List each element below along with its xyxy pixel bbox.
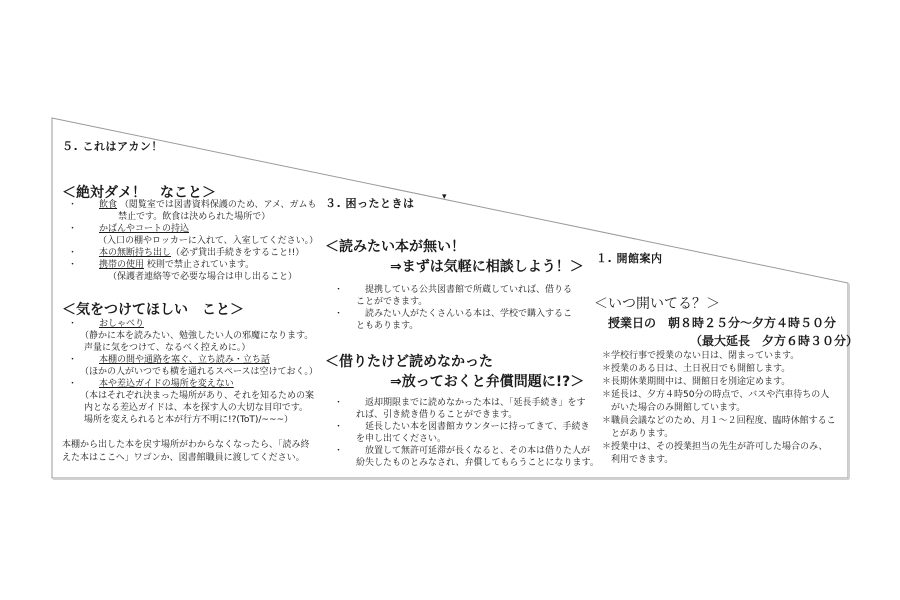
- ng-item-food-desc: （閲覧室では図書資料保護のため、アメ、ガムも: [119, 200, 317, 210]
- q1-item-public-library-cont: ことができます。: [356, 297, 428, 307]
- care-item-talk-desc: （静かに本を読みたい、勉強したい人の邪魔になります。: [80, 331, 314, 341]
- hours-main: 授業日の 朝８時２５分～夕方４時５０分: [608, 316, 837, 330]
- care-item-aisle-desc: （ほかの人がいつでも横を通れるスペースは空けておく。）: [80, 367, 318, 377]
- care-item-guide-desc3: 場所を変えられると本が行方不明に!?(ToT)/~~~）: [84, 415, 294, 425]
- note-4: ＊延長は、夕方４時50分の時点で、バスや汽車待ちの人: [602, 390, 830, 400]
- note-8: ＊授業中は、その授業担当の先生が許可した場合のみ、: [602, 442, 828, 452]
- ng-item-bag: ・ かばんやコートの持込: [68, 224, 190, 234]
- q2-heading-line1: ＜借りたけど読めなかった: [325, 354, 493, 370]
- note-3: ＊長期休業期間中は、開館日を別途定めます。: [602, 377, 791, 387]
- ng-item-phone-desc: 校則で禁止されています。: [146, 260, 255, 270]
- ng-item-takeout: ・ 本の無断持ち出し（必ず貸出手続きをすること!!）: [68, 248, 305, 258]
- q1-item-public-library: ・ 提携している公共図書館で所蔵していれば、借りる: [334, 285, 573, 295]
- q2-item-extend: ・ 返却期限までに読めなかった本は、「延長手続き」をす: [334, 398, 586, 408]
- note-2: ＊授業のある日は、土日祝日でも開館します。: [602, 364, 791, 374]
- care-item-guide-desc: （本はそれぞれ決まった場所があり、それを知るための案: [80, 391, 315, 401]
- ng-item-takeout-desc: （必ず貸出手続きをすること!!）: [171, 248, 305, 258]
- care-item-guide-head: 本や差込ガイドの場所を変えない: [99, 379, 234, 389]
- ng-item-phone: ・ 携帯の使用 校則で禁止されています。: [68, 260, 255, 270]
- q1-heading-line1: ＜読みたい本が無い！: [325, 239, 465, 255]
- q2-item-overdue-cont: 紛失したものとみなされ、弁償してもらうことになります。: [356, 458, 599, 468]
- section5-title: ５. これはアカン！: [62, 140, 163, 153]
- note-9: 利用できます。: [602, 455, 674, 465]
- ng-item-bag-desc: （入口の棚やロッカーに入れて、入室してください。）: [98, 236, 319, 246]
- ng-item-takeout-head: 本の無断持ち出し: [99, 248, 172, 258]
- pin-mark: ▾: [442, 192, 447, 202]
- note-1: ＊学校行事で授業のない日は、閉まっています。: [602, 351, 800, 361]
- q1-item-purchase: ・ 読みたい人がたくさんいる本は、学校で購入するこ: [334, 309, 573, 319]
- q2-item-extend-text: 返却期限までに読めなかった本は、「延長手続き」をす: [365, 398, 586, 408]
- return-note-line2: えた本はここへ」ワゴンか、図書館職員に渡してください。: [62, 453, 305, 463]
- care-item-talk: ・ おしゃべり: [68, 319, 145, 329]
- q2-item-extend-cont: れば、引き続き借りることができます。: [356, 410, 518, 420]
- note-6: ＊職員会議などのため、月１～２回程度、臨時休館するこ: [602, 416, 836, 426]
- q2-item-counter-text: 延長したい本を図書館カウンターに持ってきて、手続き: [365, 422, 590, 432]
- ng-item-phone-head: 携帯の使用: [99, 260, 145, 270]
- ng-heading: ＜絶対ダメ！ なこと＞: [62, 185, 216, 201]
- ng-item-food-head: 飲食: [99, 200, 118, 210]
- q1-item-purchase-cont: ともあります。: [356, 321, 419, 331]
- q2-item-counter: ・ 延長したい本を図書館カウンターに持ってきて、手続き: [334, 422, 590, 432]
- ng-item-food-desc2: 禁止です。飲食は決められた場所で）: [118, 212, 271, 222]
- q1-item-purchase-text: 読みたい人がたくさんいる本は、学校で購入するこ: [365, 309, 573, 319]
- ng-item-bag-head: かばんやコートの持込: [99, 224, 190, 234]
- section3-title: ３. 困ったときは: [325, 197, 415, 210]
- care-item-aisle-head: 本棚の間や通路を塞ぐ、立ち読み・立ち話: [99, 355, 270, 365]
- q2-item-counter-cont: を申し出てください。: [356, 434, 447, 444]
- care-heading: ＜気をつけてほしい こと＞: [62, 302, 244, 318]
- hours-extended: （最大延長 夕方６時３０分）: [690, 334, 859, 348]
- q2-heading-line2: ⇒放っておくと弁償問題に!?＞: [390, 374, 585, 390]
- return-note-line1: 本棚から出した本を戻す場所がわからなくなったら、「読み終: [62, 440, 310, 450]
- note-5: がいた場合のみ開館しています。: [602, 403, 746, 413]
- care-item-aisle: ・ 本棚の間や通路を塞ぐ、立ち読み・立ち話: [68, 355, 270, 365]
- q2-item-overdue: ・ 放置して無許可延滞が長くなると、その本は借りた人が: [334, 446, 591, 456]
- q2-item-overdue-text: 放置して無許可延滞が長くなると、その本は借りた人が: [365, 446, 591, 456]
- ng-item-food: ・ 飲食 （閲覧室では図書資料保護のため、アメ、ガムも: [68, 200, 317, 210]
- care-item-talk-head: おしゃべり: [99, 319, 145, 329]
- section1-title: １. 開館案内: [596, 252, 663, 265]
- when-heading: ＜いつ開いてる？＞: [594, 296, 720, 312]
- q1-heading-line2: ⇒まずは気軽に相談しよう！＞: [390, 259, 584, 275]
- care-item-guide-desc2: 内となる差込ガイドは、本を探す人の大切な目印です。: [84, 403, 309, 413]
- care-item-talk-desc2: 声量に気をつけて、なるべく控えめに。）: [84, 343, 251, 353]
- note-7: とがあります。: [602, 429, 674, 439]
- q1-item-public-library-text: 提携している公共図書館で所蔵していれば、借りる: [365, 285, 573, 295]
- ng-item-phone-desc2: （保護者連絡等で必要な場合は申し出ること）: [108, 272, 298, 282]
- care-item-guide: ・ 本や差込ガイドの場所を変えない: [68, 379, 234, 389]
